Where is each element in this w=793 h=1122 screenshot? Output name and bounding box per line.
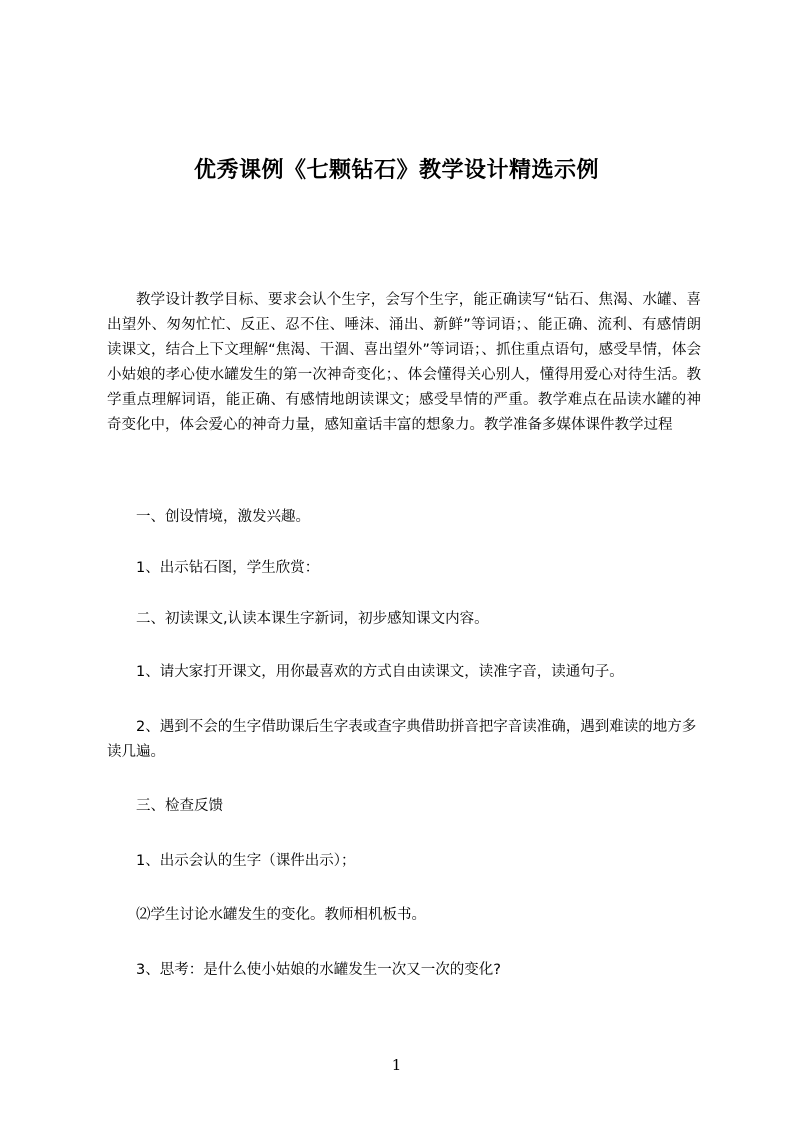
list-item: 1、出示会认的生字（课件出示）； [136, 853, 356, 869]
list-item: 1、出示钻石图，学生欣赏： [136, 560, 320, 576]
list-item: 2、遇到不会的生字借助课后生字表或查字典借助拼音把字音读准确，遇到难读的地方多读几遍。 [107, 719, 697, 760]
intro-paragraph: 教学设计教学目标、要求会认个生字，会写个生字，能正确读写“钻石、焦渴、水罐、喜出望外、匆匆忙忙、反正、忍不住、唾沫、涌出、新鲜”等词语；、能正确、流利、有感情朗读课文，结合上下文理解“焦渴、干涸、喜出望外”等词语；、抓住重点语句，感受旱情，体会小姑娘的孝心使水罐发生的第一次神奇变化；、体会懂得关心别人，懂得用爱心对待生活。教学重点理解词语，能正确、有感情地朗读课文；感受旱情的严重。教学难点在品读水罐的神奇变化中，体会爱心的神奇力量，感知童话丰富的想象力。教学准备多媒体课件教学过程 [107, 292, 701, 433]
section-heading-3: 三、检查反馈 [136, 798, 223, 814]
list-item: 3、思考：是什么使小姑娘的水罐发生一次又一次的变化? [136, 962, 501, 978]
page-number: 1 [391, 1056, 402, 1074]
document-title: 优秀课例《七颗钻石》教学设计精选示例 [193, 157, 599, 183]
list-item: 1、请大家打开课文，用你最喜欢的方式自由读课文，读准字音，读通句子。 [136, 664, 624, 680]
section-heading-1: 一、创设情境，激发兴趣。 [136, 509, 310, 525]
section-heading-2: 二、初读课文,认读本课生字新词，初步感知课文内容。 [136, 611, 489, 627]
list-item: ⑵学生讨论水罐发生的变化。教师相机板书。 [136, 907, 426, 923]
